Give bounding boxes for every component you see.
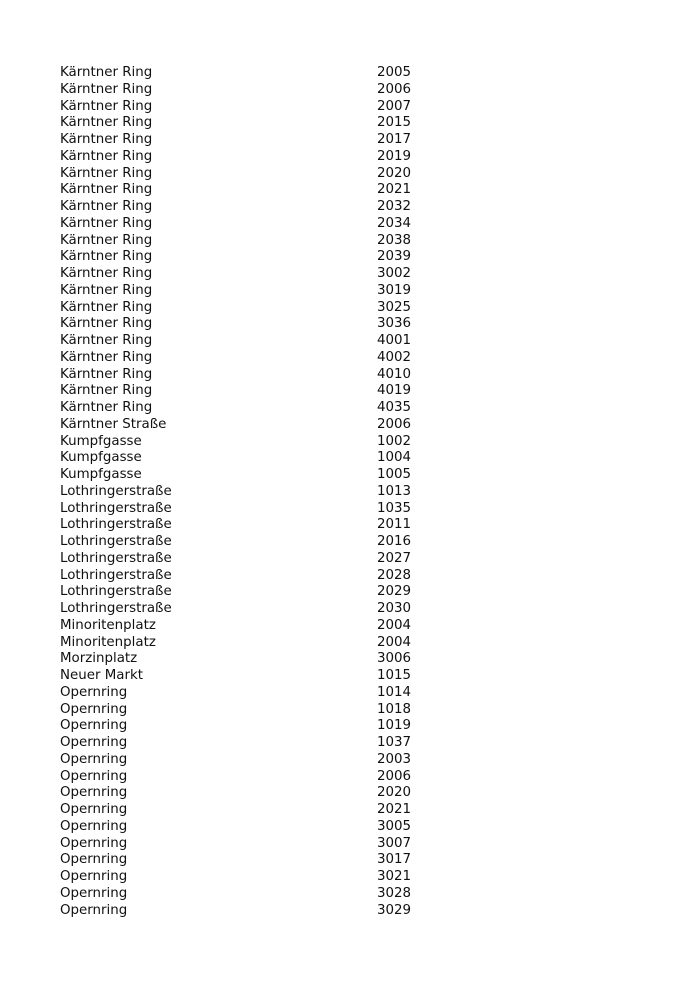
record-number: 2032 — [377, 199, 412, 214]
street-name: Kärntner Ring — [60, 98, 153, 114]
street-name: Minoritenplatz — [60, 634, 156, 650]
record-number: 2019 — [377, 148, 412, 164]
street-name: Opernring — [60, 684, 128, 700]
record-number: 4002 — [377, 349, 412, 365]
street-name: Lothringerstraße — [60, 584, 172, 600]
record-number: 2004 — [377, 617, 412, 633]
record-number: 2027 — [377, 550, 412, 566]
list-item — [60, 869, 460, 886]
list-item — [60, 417, 460, 434]
record-number: 2030 — [377, 601, 412, 616]
street-name: Morzinplatz — [60, 651, 138, 667]
list-item — [60, 534, 460, 551]
record-number: 2028 — [377, 567, 412, 583]
address-list — [60, 65, 460, 919]
record-number: 2020 — [377, 785, 412, 801]
list-item — [60, 199, 460, 216]
list-item — [60, 752, 460, 769]
street-name: Opernring — [60, 802, 128, 817]
list-item — [60, 568, 460, 585]
record-number: 1013 — [377, 483, 412, 499]
record-number: 2011 — [377, 517, 412, 533]
record-number: 2006 — [377, 416, 412, 432]
list-item — [60, 668, 460, 685]
list-item — [60, 65, 460, 82]
street-name: Kärntner Ring — [60, 282, 153, 298]
list-item — [60, 836, 460, 853]
record-number: 1019 — [377, 718, 412, 734]
street-name: Lothringerstraße — [60, 483, 172, 499]
street-name: Kärntner Ring — [60, 232, 153, 248]
street-name: Kärntner Ring — [60, 132, 153, 147]
list-item — [60, 99, 460, 116]
list-item — [60, 903, 460, 920]
record-number: 2034 — [377, 215, 412, 231]
record-number: 2006 — [377, 81, 412, 97]
list-item — [60, 685, 460, 702]
list-item — [60, 467, 460, 484]
list-item — [60, 802, 460, 819]
street-name: Lothringerstraße — [60, 500, 172, 516]
list-item — [60, 115, 460, 132]
record-number: 4001 — [377, 333, 412, 348]
street-name: Kärntner Ring — [60, 65, 153, 80]
list-item — [60, 182, 460, 199]
street-name: Lothringerstraße — [60, 550, 172, 566]
street-name: Neuer Markt — [60, 668, 144, 683]
street-name: Opernring — [60, 768, 128, 784]
list-item — [60, 383, 460, 400]
list-item — [60, 350, 460, 367]
list-item — [60, 367, 460, 384]
record-number: 2020 — [377, 165, 412, 181]
record-number: 2021 — [377, 802, 412, 817]
street-name: Opernring — [60, 735, 128, 750]
list-item — [60, 149, 460, 166]
list-item — [60, 517, 460, 534]
record-number: 1002 — [377, 433, 412, 449]
record-number: 4010 — [377, 366, 412, 382]
record-number: 3006 — [377, 651, 412, 667]
street-name: Minoritenplatz — [60, 617, 156, 633]
list-item — [60, 484, 460, 501]
list-item — [60, 501, 460, 518]
list-item — [60, 651, 460, 668]
street-name: Kärntner Ring — [60, 266, 153, 281]
street-name: Opernring — [60, 835, 128, 851]
street-name: Lothringerstraße — [60, 601, 172, 616]
street-name: Kärntner Ring — [60, 366, 153, 382]
street-name: Kärntner Ring — [60, 316, 153, 332]
record-number: 2038 — [377, 232, 412, 248]
street-name: Kärntner Ring — [60, 249, 153, 265]
record-number: 3021 — [377, 869, 412, 884]
record-number: 3002 — [377, 266, 412, 281]
street-name: Kärntner Ring — [60, 81, 153, 97]
list-item — [60, 216, 460, 233]
street-name: Opernring — [60, 718, 128, 734]
street-name: Kärntner Ring — [60, 349, 153, 365]
list-item — [60, 266, 460, 283]
street-name: Opernring — [60, 701, 128, 717]
record-number: 3025 — [377, 299, 412, 315]
list-item — [60, 300, 460, 317]
list-item — [60, 769, 460, 786]
list-item — [60, 735, 460, 752]
street-name: Kärntner Ring — [60, 400, 153, 415]
list-item — [60, 551, 460, 568]
record-number: 1018 — [377, 701, 412, 717]
record-number: 3007 — [377, 835, 412, 851]
list-item — [60, 82, 460, 99]
street-name: Opernring — [60, 869, 128, 884]
list-item — [60, 584, 460, 601]
street-name: Kumpfgasse — [60, 467, 142, 482]
record-number: 3036 — [377, 316, 412, 332]
record-number: 1005 — [377, 467, 412, 482]
record-number: 3017 — [377, 852, 412, 868]
record-number: 2004 — [377, 634, 412, 650]
list-item — [60, 316, 460, 333]
list-item — [60, 249, 460, 266]
record-number: 2005 — [377, 65, 412, 80]
record-number: 2021 — [377, 182, 412, 198]
street-name: Lothringerstraße — [60, 517, 172, 533]
list-item — [60, 400, 460, 417]
record-number: 3019 — [377, 282, 412, 298]
list-item — [60, 434, 460, 451]
list-item — [60, 819, 460, 836]
street-name: Kärntner Ring — [60, 182, 153, 198]
street-name: Opernring — [60, 818, 128, 834]
street-name: Kärntner Ring — [60, 199, 153, 214]
street-name: Kärntner Ring — [60, 299, 153, 315]
record-number: 2039 — [377, 249, 412, 265]
record-number: 2006 — [377, 768, 412, 784]
record-number: 2016 — [377, 534, 412, 549]
list-item — [60, 132, 460, 149]
street-name: Kärntner Ring — [60, 333, 153, 348]
record-number: 2029 — [377, 584, 412, 600]
list-item — [60, 283, 460, 300]
street-name: Kärntner Straße — [60, 416, 167, 432]
record-number: 1004 — [377, 450, 412, 466]
street-name: Lothringerstraße — [60, 534, 172, 549]
list-item — [60, 718, 460, 735]
record-number: 2003 — [377, 751, 412, 767]
street-name: Kumpfgasse — [60, 450, 142, 466]
list-item — [60, 886, 460, 903]
street-name: Opernring — [60, 902, 128, 918]
record-number: 4019 — [377, 383, 412, 399]
record-number: 1015 — [377, 668, 412, 683]
list-item — [60, 635, 460, 652]
street-name: Kärntner Ring — [60, 115, 153, 131]
record-number: 2015 — [377, 115, 412, 131]
record-number: 1037 — [377, 735, 412, 750]
street-name: Opernring — [60, 852, 128, 868]
street-name: Opernring — [60, 785, 128, 801]
street-name: Kumpfgasse — [60, 433, 142, 449]
street-name: Kärntner Ring — [60, 148, 153, 164]
street-name: Opernring — [60, 751, 128, 767]
street-name: Kärntner Ring — [60, 165, 153, 181]
record-number: 3028 — [377, 885, 412, 901]
list-item — [60, 450, 460, 467]
list-item — [60, 702, 460, 719]
record-number: 2017 — [377, 132, 412, 147]
street-name: Opernring — [60, 885, 128, 901]
street-name: Kärntner Ring — [60, 215, 153, 231]
street-name: Lothringerstraße — [60, 567, 172, 583]
list-item — [60, 601, 460, 618]
record-number: 3029 — [377, 902, 412, 918]
record-number: 1035 — [377, 500, 412, 516]
list-item — [60, 333, 460, 350]
record-number: 1014 — [377, 684, 412, 700]
record-number: 3005 — [377, 818, 412, 834]
list-item — [60, 618, 460, 635]
street-name: Kärntner Ring — [60, 383, 153, 399]
list-item — [60, 233, 460, 250]
list-item — [60, 166, 460, 183]
list-item — [60, 785, 460, 802]
record-number: 4035 — [377, 400, 412, 415]
list-item — [60, 852, 460, 869]
record-number: 2007 — [377, 98, 412, 114]
